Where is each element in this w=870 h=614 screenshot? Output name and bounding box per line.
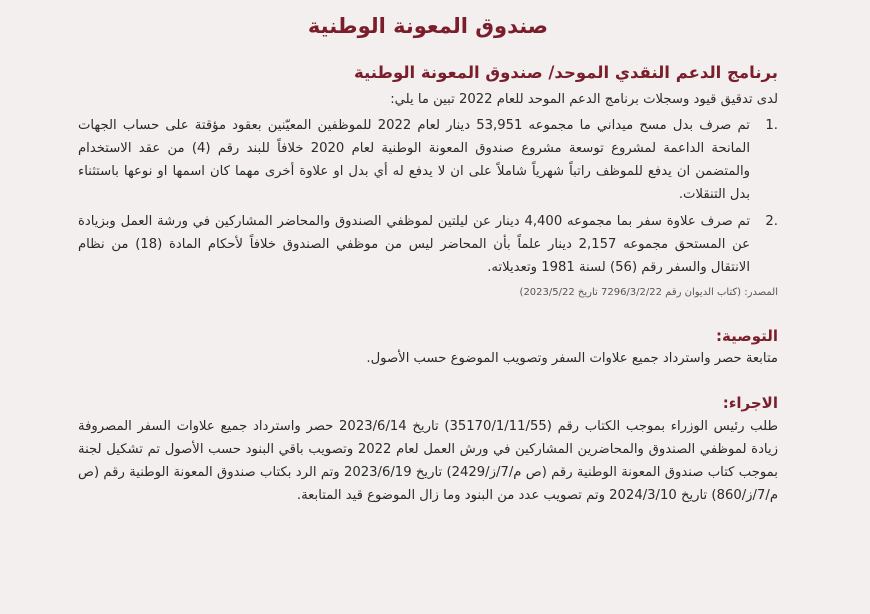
finding-text: تم صرف علاوة سفر بما مجموعه 4,400 دينار عن ليلتين لموظفي الصندوق والمحاضر المشاركين في ورشة العمل وبزيادة عن المستحق مجموعه 2,157 دينار علماً بأن المحاضر ليس من موظفي الصندوق خلافاً لأحكام المادة (18) من نظام الانتقال والسفر رقم (56) لسنة 1981 وتعديلاته. bbox=[78, 214, 751, 275]
finding-text: تم صرف بدل مسح ميداني ما مجموعه 53,951 دينار لعام 2022 للموظفين المعيّنين بعقود مؤقتة على حساب الجهات المانحة الداعمة لمشروع توسعة مشروع صندوق المعونة الوطنية لعام 2020 خلافاً للبند رقم (4) من عقد الاستخدام والمتضمن ان يدفع للموظف راتباً شهرياً شاملاً على ان لا يدفع له أي بدل او علاوة أخرى مهما كان اسمها او نوعها باستثناء بدل التنقلات. bbox=[78, 118, 750, 202]
finding-number: 1. bbox=[765, 118, 778, 133]
program-heading: برنامج الدعم النقدي الموحد/ صندوق المعونة الوطنية bbox=[353, 63, 778, 82]
finding-item-2 bbox=[78, 210, 778, 279]
audit-intro: لدى تدقيق قيود وسجلات برنامج الدعم الموحد للعام 2022 تبين ما يلي: bbox=[390, 92, 778, 107]
document-title: صندوق المعونة الوطنية bbox=[307, 14, 549, 38]
finding-number: 2. bbox=[765, 214, 778, 229]
finding-item-1 bbox=[78, 114, 778, 206]
recommendation-text: متابعة حصر واسترداد جميع علاوات السفر وتصويب الموضوع حسب الأصول. bbox=[366, 351, 778, 366]
recommendation-heading: التوصية: bbox=[715, 327, 778, 345]
action-text: طلب رئيس الوزراء بموجب الكتاب رقم (35170/1/11/55) تاريخ 2023/6/14 حصر واسترداد جميع علاوات السفر المصروفة زيادة لموظفي الصندوق والمحاضرين المشاركين في ورش العمل لعام 2022 وتصويب باقي البنود حسب الأصول تم تشكيل لجنة بموجب كتاب صندوق المعونة الوطنية رقم (ص م/7/ز/2429) تاريخ 2023/6/19 وتم الرد بكتاب صندوق المعونة الوطنية رقم (ص م/7/ز/860) تاريخ 2024/3/10 وتم تصويب عدد من البنود وما زال الموضوع قيد المتابعة. bbox=[78, 419, 778, 503]
action-heading: الاجراء: bbox=[722, 394, 778, 412]
source-note: المصدر: (كتاب الديوان رقم 7296/3/2/22 تاريخ 2023/5/22) bbox=[519, 287, 778, 298]
